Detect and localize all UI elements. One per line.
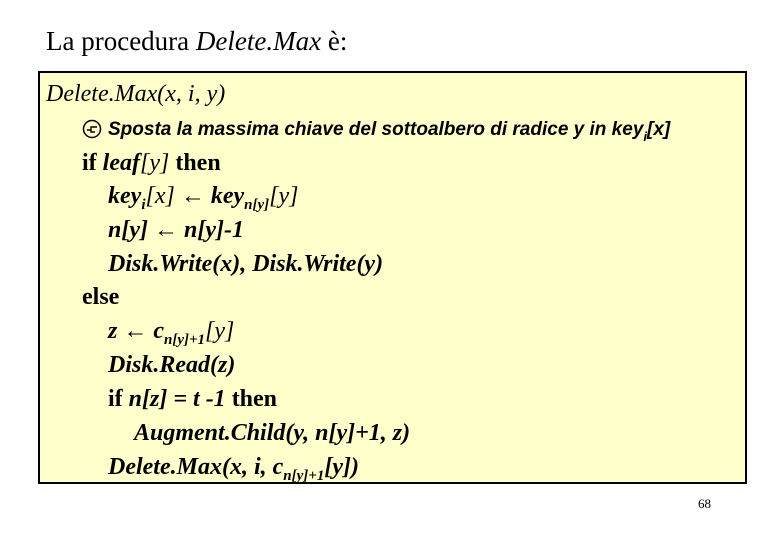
pointing-hand-icon bbox=[82, 119, 102, 139]
code-line-disk-write bbox=[108, 249, 383, 279]
code-line-else bbox=[82, 282, 119, 312]
assign-z-rhs: c bbox=[153, 318, 164, 344]
code-comment bbox=[82, 115, 670, 152]
left-arrow-icon: ← bbox=[153, 217, 178, 243]
augment-child-call: Augment.Child(y, n[y]+1, z) bbox=[134, 420, 411, 446]
code-box bbox=[38, 71, 747, 484]
signature-function-name: Delete.Max bbox=[46, 81, 158, 107]
disk-read-call: Disk.Read(z) bbox=[108, 352, 236, 378]
n-z-condition: n[z] = t -1 bbox=[128, 386, 226, 412]
recursive-call-sub: n[y]+1 bbox=[283, 468, 325, 484]
signature-args: (x, i, y) bbox=[157, 81, 226, 107]
keyword-else: else bbox=[82, 284, 120, 310]
left-arrow-icon: ← bbox=[123, 318, 148, 344]
code-line-recursive-call bbox=[108, 452, 359, 491]
title-suffix: è: bbox=[321, 26, 348, 56]
code-line-augment-child bbox=[134, 418, 410, 448]
leaf-predicate: leaf bbox=[102, 150, 140, 176]
assign-z-rhs-idx: [y] bbox=[205, 318, 235, 344]
keyword-if: if bbox=[108, 386, 129, 412]
assign-z-rhs-sub: n[y]+1 bbox=[164, 332, 206, 348]
leaf-arg: [y] bbox=[139, 150, 170, 176]
decrement-rhs: n[y]-1 bbox=[183, 217, 244, 243]
code-line-decrement-n bbox=[108, 215, 244, 245]
code-line-if-n-z bbox=[108, 384, 277, 414]
assign-key-lhs-idx: [x] bbox=[145, 183, 175, 209]
keyword-then: then bbox=[225, 386, 278, 412]
comment-subscript: i bbox=[643, 129, 648, 144]
title-prefix: La procedura bbox=[46, 26, 196, 56]
left-arrow-icon: ← bbox=[180, 183, 205, 209]
page-number: 68 bbox=[698, 496, 711, 511]
assign-key-rhs-sub: n[y] bbox=[244, 197, 270, 213]
slide-title bbox=[46, 26, 347, 57]
code-line-if-leaf bbox=[82, 148, 221, 178]
comment-text: Sposta la massima chiave del sottoalbero di radice y in key bbox=[108, 119, 644, 140]
recursive-call-tail: [y]) bbox=[324, 454, 359, 480]
assign-key-lhs: key bbox=[108, 183, 142, 209]
title-procedure-name: Delete.Max bbox=[195, 26, 322, 56]
assign-z-lhs: z bbox=[108, 318, 118, 344]
assign-key-lhs-sub: i bbox=[141, 197, 146, 213]
disk-write-call: Disk.Write(x), Disk.Write(y) bbox=[108, 251, 384, 277]
recursive-call-head: Delete.Max(x, i, c bbox=[108, 454, 284, 480]
keyword-then: then bbox=[169, 150, 221, 176]
assign-key-rhs: key bbox=[210, 183, 245, 209]
decrement-lhs: n[y] bbox=[108, 217, 148, 243]
code-line-disk-read bbox=[108, 350, 235, 380]
assign-key-rhs-idx: [y] bbox=[269, 183, 299, 209]
keyword-if: if bbox=[82, 150, 103, 176]
code-line-signature bbox=[46, 79, 225, 109]
comment-tail: [x] bbox=[647, 119, 671, 140]
